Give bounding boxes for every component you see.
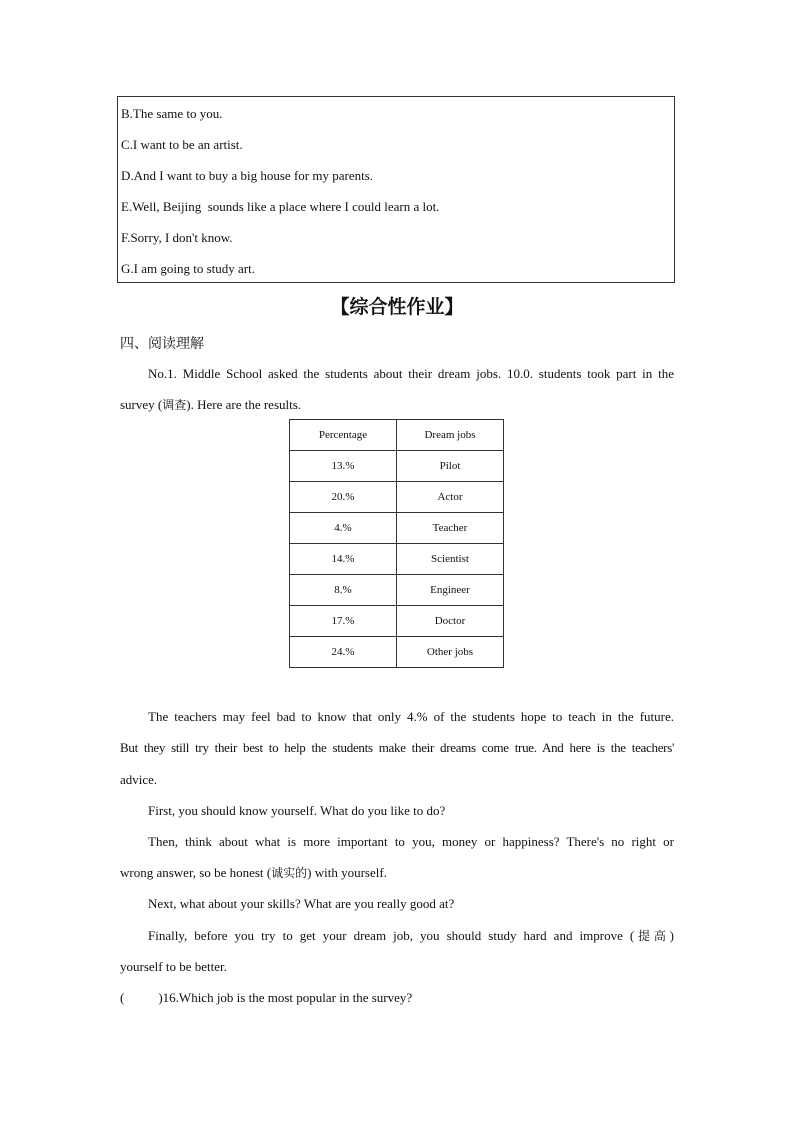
intro-text-a: survey ( [120, 397, 163, 412]
percentage-cell: 14.% [290, 544, 397, 575]
option-g: G.I am going to study art. [121, 261, 255, 276]
passage-p5-line-1 [120, 928, 674, 944]
intro-cjk-gloss: 调查 [162, 398, 187, 412]
table-row [290, 575, 504, 606]
table-row [290, 606, 504, 637]
percentage-cell: 4.% [290, 513, 397, 544]
job-cell: Other jobs [397, 637, 504, 668]
job-cell: Scientist [397, 544, 504, 575]
job-cell: Doctor [397, 606, 504, 637]
table-row [290, 482, 504, 513]
passage-p3-line-2 [120, 865, 674, 881]
passage-p2: First, you should know yourself. What do you like to do? [148, 803, 446, 818]
part-heading: 四、阅读理解 [120, 336, 204, 352]
p3-cjk-gloss: 诚实的 [271, 866, 308, 880]
job-cell: Actor [397, 482, 504, 513]
survey-table [289, 419, 504, 668]
p5-cjk-gloss: 提高 [634, 929, 670, 943]
intro-line-1: No.1. Middle School asked the students about their dream jobs. 10.0. students took part in the [148, 366, 674, 381]
p5-text-a: Finally, before you try to get your dream job, you should study hard and improve ( [148, 928, 635, 943]
job-cell: Pilot [397, 451, 504, 482]
option-b: B.The same to you. [121, 106, 223, 121]
percentage-cell: 8.% [290, 575, 397, 606]
intro-line-2 [120, 397, 674, 413]
question-text: )16.Which job is the most popular in the survey? [158, 990, 413, 1005]
job-cell: Teacher [397, 513, 504, 544]
table-row [290, 544, 504, 575]
table-row [290, 451, 504, 482]
table-header-row [290, 420, 504, 451]
question-16 [120, 990, 674, 1006]
option-f: F.Sorry, I don't know. [121, 230, 233, 245]
table-header-percentage: Percentage [290, 420, 397, 451]
passage-p1-line-3: advice. [120, 772, 158, 787]
option-e: E.Well, Beijing sounds like a place where I could learn a lot. [121, 199, 440, 214]
p3-text-a: wrong answer, so be honest ( [120, 865, 272, 880]
job-cell: Engineer [397, 575, 504, 606]
answer-options-box [117, 96, 675, 283]
percentage-cell: 13.% [290, 451, 397, 482]
section-title: 【综合性作业】 [330, 296, 464, 318]
passage-p3-line-1: Then, think about what is more important to you, money or happiness? There's no right or [148, 834, 674, 849]
percentage-cell: 20.% [290, 482, 397, 513]
passage-p1-line-1: The teachers may feel bad to know that only 4.% of the students hope to teach in the future. [148, 709, 674, 724]
p3-text-b: ) with yourself. [307, 865, 387, 880]
option-c: C.I want to be an artist. [121, 137, 243, 152]
percentage-cell: 17.% [290, 606, 397, 637]
question-open-paren: ( [120, 990, 125, 1005]
p5-text-b: ) [669, 928, 674, 943]
passage-p5-line-2: yourself to be better. [120, 959, 227, 974]
table-row [290, 513, 504, 544]
table-row [290, 637, 504, 668]
passage-p4: Next, what about your skills? What are you really good at? [148, 896, 455, 911]
passage-p1-line-2: But they still try their best to help the students make their dreams come true. And here is the teachers' [120, 740, 674, 755]
percentage-cell: 24.% [290, 637, 397, 668]
table-header-dream-jobs: Dream jobs [397, 420, 504, 451]
intro-text-b: ). Here are the results. [186, 397, 302, 412]
option-d: D.And I want to buy a big house for my parents. [121, 168, 374, 183]
